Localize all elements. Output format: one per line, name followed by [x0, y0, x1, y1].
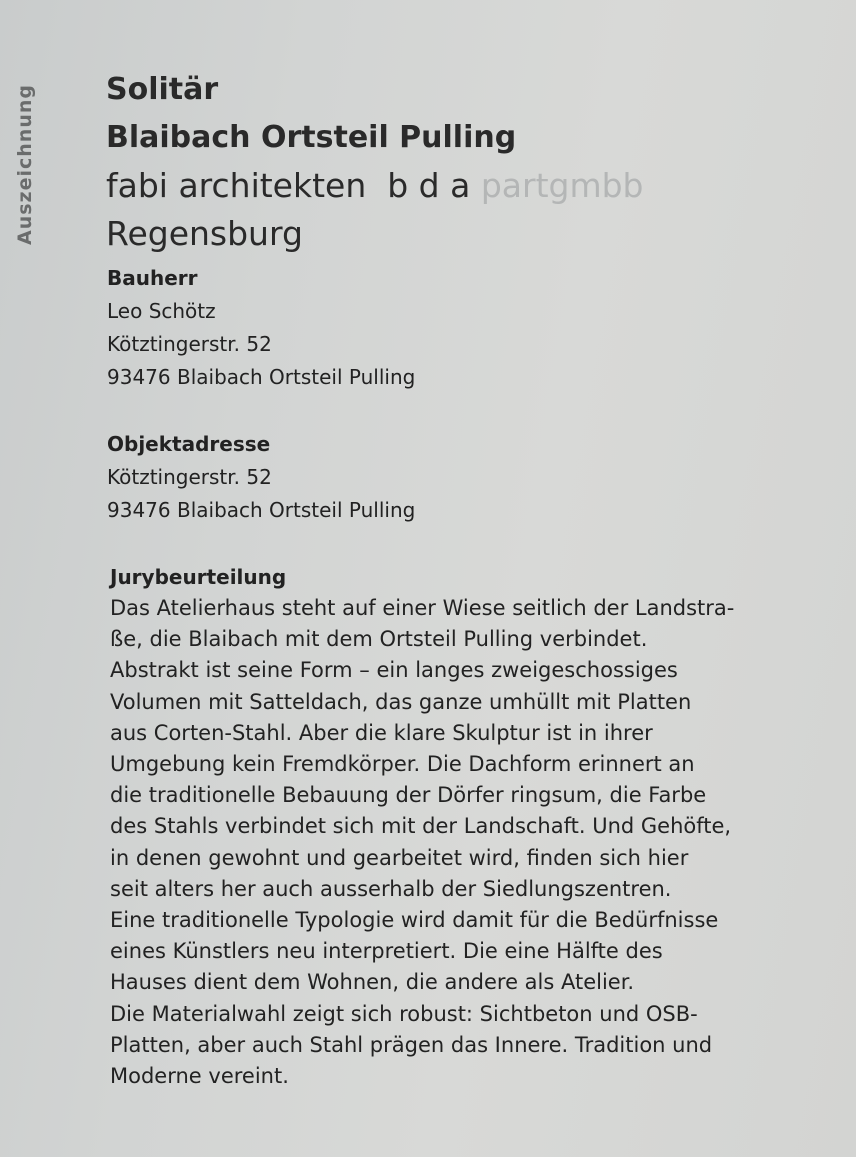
jury-heading: Jurybeurteilung: [110, 565, 287, 589]
jury-line: Abstrakt ist seine Form – ein langes zweigeschossiges: [110, 658, 678, 683]
objektadresse-section: [107, 428, 837, 527]
bauherr-line: Leo Schötz: [107, 299, 216, 323]
project-location: Blaibach Ortsteil Pulling: [106, 120, 517, 155]
jury-line: Hauses dient dem Wohnen, die andere als Atelier.: [110, 970, 635, 995]
header: [106, 66, 836, 258]
architect-legal-form: partgmbb: [480, 166, 644, 205]
jury-line: in denen gewohnt und gearbeitet wird, finden sich hier: [110, 845, 689, 870]
bauherr-line: Kötztingerstr. 52: [107, 332, 272, 356]
architect-line: [106, 162, 836, 210]
architect-city: Regensburg: [106, 214, 303, 253]
bauherr-section: [107, 262, 837, 394]
jury-line: Platten, aber auch Stahl prägen das Innere. Tradition und: [110, 1032, 713, 1057]
architect-name: fabi architekten b d a: [106, 166, 471, 205]
jury-line: ße, die Blaibach mit dem Ortsteil Pulling verbindet.: [110, 627, 648, 652]
jury-line: Die Materialwahl zeigt sich robust: Sichtbeton und OSB-: [110, 1001, 698, 1026]
jury-line: Umgebung kein Fremdkörper. Die Dachform erinnert an: [110, 752, 695, 777]
jury-line: Eine traditionelle Typologie wird damit für die Bedürfnisse: [110, 908, 719, 933]
jury-line: Moderne vereint.: [110, 1064, 289, 1089]
jury-line: seit alters her auch ausserhalb der Siedlungszentren.: [110, 876, 672, 901]
jury-line: Volumen mit Satteldach, das ganze umhüllt mit Platten: [110, 689, 692, 714]
side-label: Auszeichnung: [14, 84, 36, 245]
bauherr-heading: Bauherr: [107, 266, 198, 290]
jury-line: eines Künstlers neu interpretiert. Die eine Hälfte des: [110, 939, 663, 964]
jury-section: [110, 562, 845, 1092]
project-title: Solitär: [106, 72, 219, 107]
objektadresse-line: 93476 Blaibach Ortsteil Pulling: [107, 498, 416, 522]
objektadresse-heading: Objektadresse: [107, 432, 271, 456]
jury-line: die traditionelle Bebauung der Dörfer ringsum, die Farbe: [110, 783, 707, 808]
jury-line: aus Corten-Stahl. Aber die klare Skulptur ist in ihrer: [110, 720, 653, 745]
jury-line: des Stahls verbindet sich mit der Landschaft. Und Gehöfte,: [110, 814, 732, 839]
jury-line: Das Atelierhaus steht auf einer Wiese seitlich der Landstra-: [110, 596, 735, 620]
objektadresse-line: Kötztingerstr. 52: [107, 465, 272, 489]
bauherr-line: 93476 Blaibach Ortsteil Pulling: [107, 365, 416, 389]
